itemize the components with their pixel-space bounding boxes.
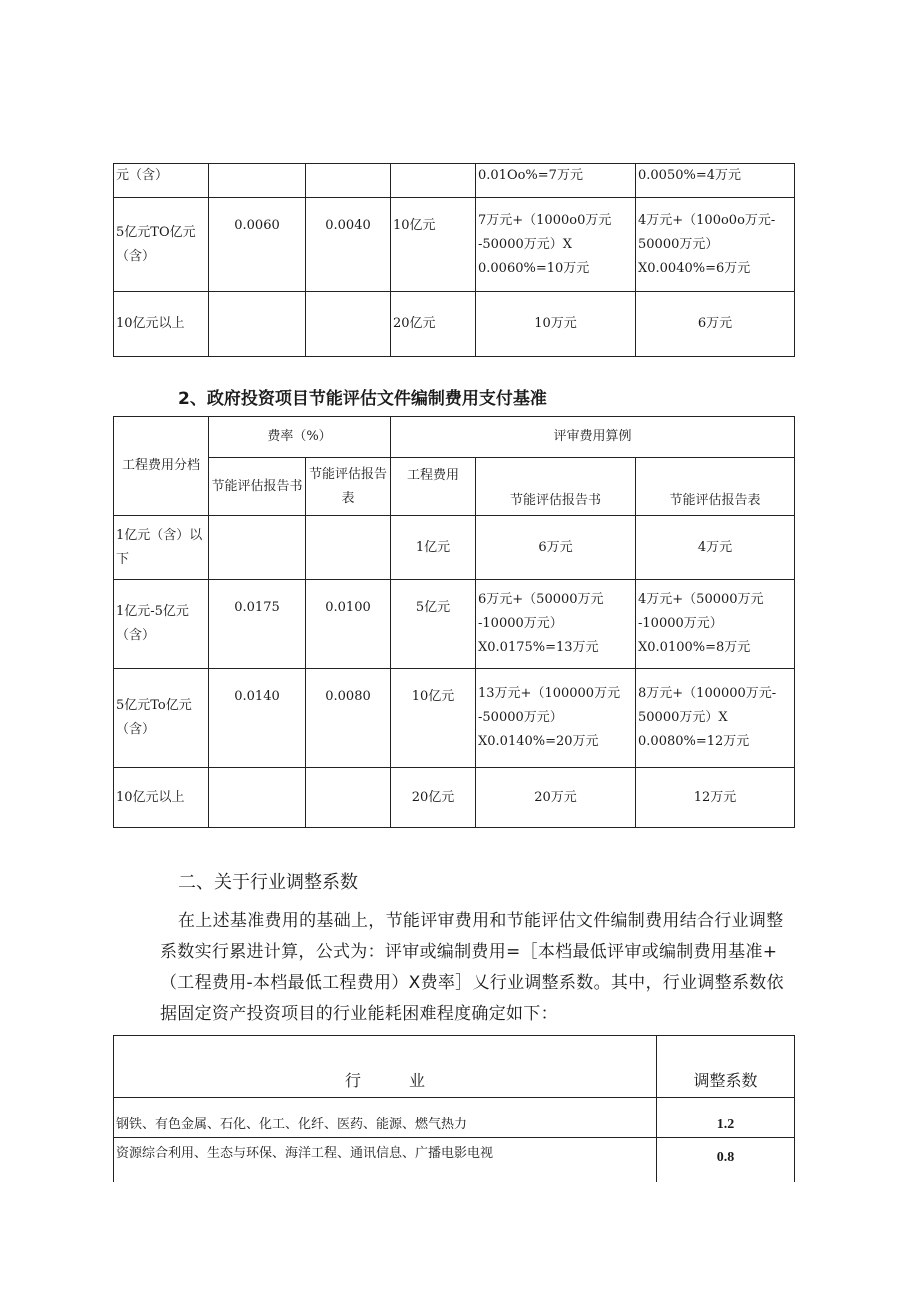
table-header-row: [114, 417, 795, 458]
header-coefficient: 调整系数: [657, 1036, 795, 1098]
header-cost: 工程费用: [391, 458, 476, 516]
example-form-cell: [636, 292, 795, 357]
example-line: 6万元: [697, 316, 733, 331]
example-book-cell: [476, 516, 636, 580]
example-book-cell: [476, 292, 636, 357]
example-line: X0.0040%=6万元: [638, 260, 751, 276]
table-row: [114, 768, 795, 828]
header-rate: 费率（%）: [209, 417, 391, 458]
rate-book-cell: [209, 768, 306, 828]
rate-book-cell: [209, 292, 306, 357]
example-book-cell: [476, 580, 636, 669]
table-header-row: [114, 458, 795, 516]
rate-form-cell: [306, 292, 391, 357]
example-line: 7万元+（1000o0万元: [478, 212, 612, 228]
example-line: X0.0100%=8万元: [638, 640, 751, 655]
example-line: -10000万元）: [478, 616, 563, 631]
industry-coefficient-table: [113, 1035, 795, 1182]
tier-cell: 10亿元以上: [114, 292, 209, 357]
example-line: 4万元+（50000万元: [638, 592, 764, 607]
table-row: [114, 580, 795, 669]
cost-cell: 1亿元: [391, 516, 476, 580]
example-line: 0.0050%=4万元: [638, 168, 742, 183]
table-row: [114, 1138, 795, 1182]
tier-cell: 10亿元以上: [114, 768, 209, 828]
rate-form-cell: [306, 164, 391, 198]
coefficient-cell: 1.2: [657, 1098, 795, 1138]
header-rate-form: 节能评估报告表: [306, 458, 391, 516]
rate-book-cell: 0.0140: [209, 669, 306, 768]
tier-cell: 1亿元（含）以下: [114, 516, 209, 580]
header-industry: 行 业: [114, 1036, 657, 1098]
cost-cell: 10亿元: [391, 198, 476, 292]
header-rate-book: 节能评估报告书: [209, 458, 306, 516]
tier-cell: 5亿元To亿元（含）: [114, 669, 209, 768]
rate-form-cell: [306, 768, 391, 828]
example-form-cell: [636, 516, 795, 580]
rate-book-cell: 0.0060: [209, 198, 306, 292]
tier-cell: 元（含）: [114, 164, 209, 198]
tier-cell: 1亿元-5亿元（含）: [114, 580, 209, 669]
example-line: 0.0080%=12万元: [638, 734, 750, 749]
header-example-form: 节能评估报告表: [636, 458, 795, 516]
example-form-cell: [636, 669, 795, 768]
table-row: [114, 164, 795, 198]
cost-cell: 5亿元: [391, 580, 476, 669]
example-line: 4万元+（100o0o万元-: [638, 212, 776, 228]
example-line: 10万元: [534, 316, 577, 331]
rate-book-cell: 0.0175: [209, 580, 306, 669]
example-line: 0.0060%=10万元: [478, 260, 590, 276]
cost-cell: 20亿元: [391, 768, 476, 828]
cost-cell: 10亿元: [391, 669, 476, 768]
rate-form-cell: 0.0080: [306, 669, 391, 768]
industry-cell: 资源综合利用、生态与环保、海洋工程、通讯信息、广播电影电视: [114, 1138, 657, 1182]
rate-book-cell: [209, 516, 306, 580]
section-heading: 2、政府投资项目节能评估文件编制费用支付基准: [178, 389, 547, 409]
example-line: 50000万元）X: [638, 710, 728, 725]
table-row: [114, 198, 795, 292]
example-line: 6万元+（50000万元: [478, 592, 604, 607]
cost-cell: 20亿元: [391, 292, 476, 357]
section-heading: 二、关于行业调整系数: [178, 872, 358, 893]
cost-cell: [391, 164, 476, 198]
body-paragraph: [160, 906, 800, 1030]
example-book-cell: [476, 768, 636, 828]
example-line: 20万元: [534, 789, 577, 805]
example-line: -50000万元）: [478, 710, 563, 725]
table-row: [114, 516, 795, 580]
example-line: 50000万元）: [638, 236, 719, 252]
example-book-cell: [476, 164, 636, 198]
example-line: -10000万元）: [638, 616, 723, 631]
example-form-cell: [636, 768, 795, 828]
table-header-row: [114, 1036, 795, 1098]
table-row: [114, 292, 795, 357]
example-book-cell: [476, 198, 636, 292]
table-row: [114, 669, 795, 768]
header-example: 评审费用算例: [391, 417, 795, 458]
fee-table-gov: [113, 416, 795, 828]
example-line: 8万元+（100000万元-: [638, 686, 777, 701]
coefficient-cell: 0.8: [657, 1138, 795, 1182]
header-example-book: 节能评估报告书: [476, 458, 636, 516]
example-line: X0.0140%=20万元: [478, 734, 599, 749]
table-row: [114, 1098, 795, 1138]
example-line: 13万元+（100000万元: [478, 686, 621, 701]
example-line: 6万元: [538, 539, 573, 555]
example-form-cell: [636, 580, 795, 669]
tier-cell: 5亿元TO亿元（含）: [114, 198, 209, 292]
example-line: 12万元: [693, 789, 737, 805]
example-form-cell: [636, 164, 795, 198]
example-line: X0.0175%=13万元: [478, 640, 599, 655]
example-line: 0.01Oo%=7万元: [478, 168, 583, 183]
rate-book-cell: [209, 164, 306, 198]
rate-form-cell: [306, 516, 391, 580]
industry-cell: 钢铁、有色金属、石化、化工、化纤、医药、能源、燃气热力: [114, 1098, 657, 1138]
rate-form-cell: 0.0040: [306, 198, 391, 292]
example-line: -50000万元）X: [478, 236, 573, 252]
paragraph-text: 在上述基准费用的基础上，节能评审费用和节能评估文件编制费用结合行业调整系数实行累进计算，公式为：评审或编制费用=［本档最低评审或编制费用基准+（工程费用-本档最低工程费用）X费率］乂行业调整系数。其中，行业调整系数依据固定资产投资项目的行业能耗困难程度确定如下：: [160, 911, 784, 1024]
example-form-cell: [636, 198, 795, 292]
header-tier: 工程费用分档: [114, 417, 209, 516]
example-line: 4万元: [697, 539, 733, 555]
rate-form-cell: 0.0100: [306, 580, 391, 669]
example-book-cell: [476, 669, 636, 768]
fee-table-continued: [113, 163, 795, 357]
